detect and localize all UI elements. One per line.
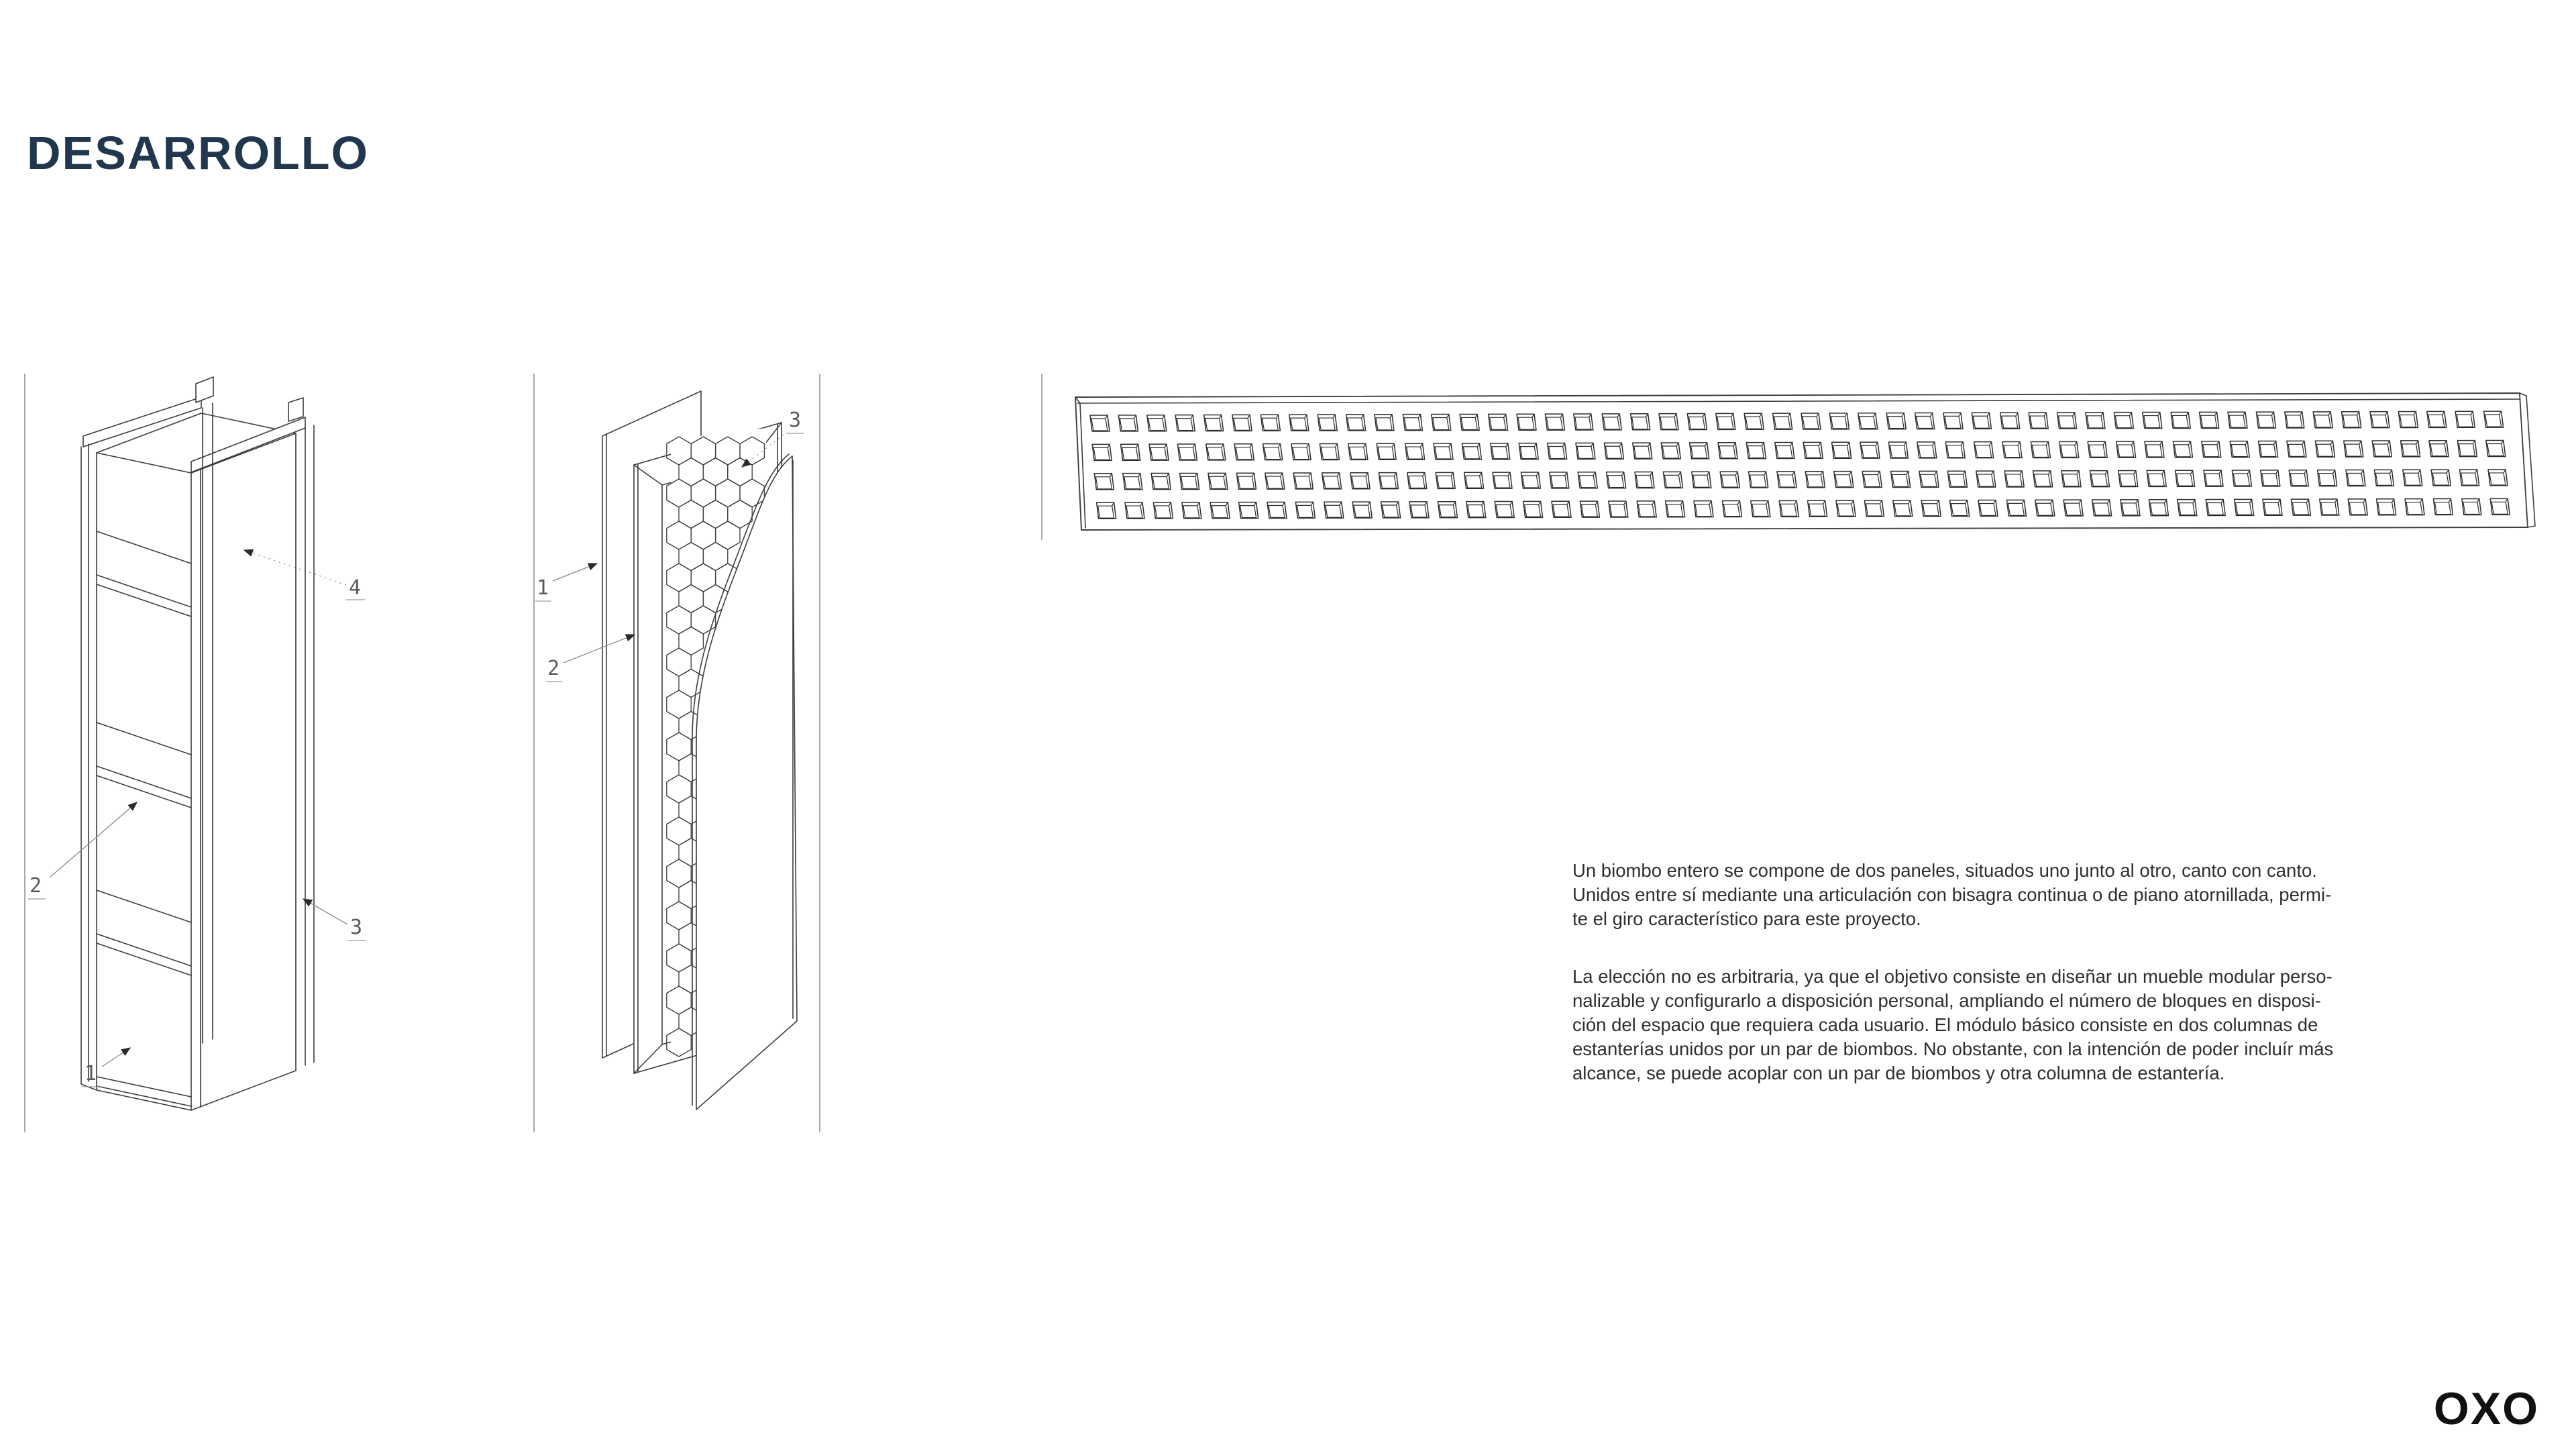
- callout-4: 4: [349, 576, 362, 600]
- body-line: Un biombo entero se compone de dos paneles, situados uno junto al otro, canto con canto.: [1572, 860, 2317, 881]
- paragraph-2: [1572, 965, 2532, 1085]
- callout-2: 2: [30, 874, 42, 898]
- body-line: estanterías unidos por un par de biombos. No obstante, con la intención de poder incluír más: [1572, 1038, 2334, 1059]
- exploded-panel-drawing: [523, 362, 845, 1140]
- callout-1: 1: [537, 576, 549, 600]
- callout-3: 3: [789, 409, 802, 432]
- body-line: ción del espacio que requiera cada usuario. El módulo básico consiste en dos columnas de: [1572, 1014, 2318, 1035]
- body-line: alcance, se puede acoplar con un par de biombos y otra columna de estantería.: [1572, 1063, 2225, 1083]
- callout-2: 2: [547, 657, 560, 680]
- body-line: La elección no es arbitraria, ya que el objetivo consiste en diseñar un mueble modular perso-: [1572, 966, 2332, 987]
- page-title: DESARROLLO: [27, 126, 369, 179]
- body-text: [1572, 859, 2532, 1085]
- callout-1: 1: [85, 1062, 97, 1085]
- logo: OXO: [2433, 1383, 2539, 1434]
- callout-3: 3: [350, 916, 363, 939]
- exploded-linework: [602, 391, 797, 1110]
- body-line: te el giro característico para este proyecto.: [1572, 908, 1921, 929]
- shelf-callouts: [28, 550, 366, 1087]
- shelf-linework: [81, 377, 314, 1110]
- separator-line-4: [1041, 374, 1042, 540]
- body-line: nalizable y configurarlo a disposición personal, ampliando el número de bloques en disposi-: [1572, 990, 2321, 1011]
- perforated-screen-drawing: [1060, 372, 2556, 547]
- body-line: Unidos entre sí mediante una articulación con bisagra continua o de piano atornillada, permi-: [1572, 884, 2332, 905]
- paragraph-1: [1572, 859, 2532, 931]
- shelf-column-drawing: [13, 362, 389, 1140]
